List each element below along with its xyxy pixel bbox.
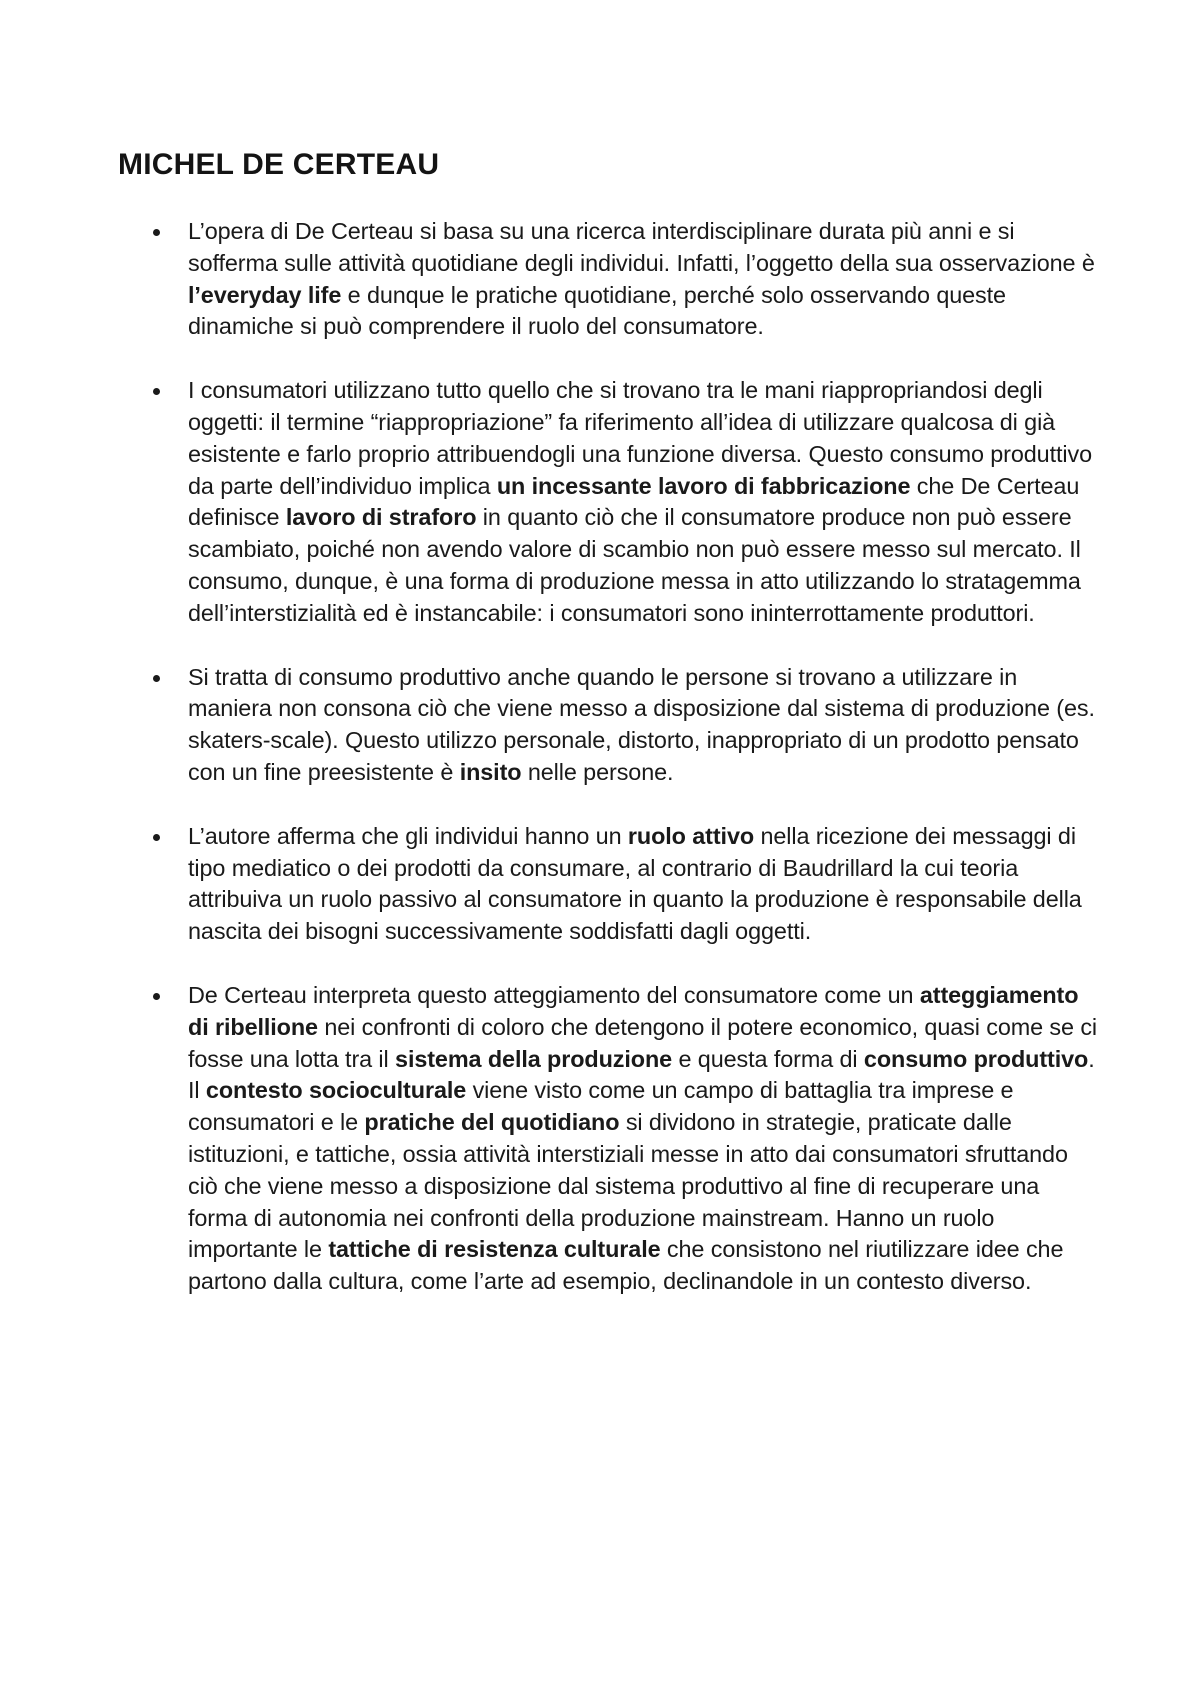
text-segment: nelle persone. [521, 758, 674, 785]
bold-term: atteggiamento di ribellione [188, 981, 1079, 1040]
bold-term: ruolo attivo [627, 822, 755, 849]
text-segment: in quanto ciò che il consumatore produce non può essere scambiato, poiché non avendo valore di scambio non può essere messo sul mercato. Il consumo, dunque, è una forma di produzione messa in atto utilizzando lo stratagemma dell’interstizialità ed è instancabile: i consumatori sono ininterrottamente produttori. [188, 504, 1081, 626]
text-segment: e dunque le pratiche quotidiane, perché solo osservando queste dinamiche si può comprendere il ruolo del consumatore. [188, 281, 1006, 340]
text-segment: si dividono in strategie, praticate dalle istituzioni, e tattiche, ossia attività interstiziali messe in atto dai consumatori sfruttando ciò che viene messo a disposizione dal sistema produttivo al fine di recuperare una forma di autonomia nei confronti della produzione mainstream. Hanno un ruolo importante le [188, 1109, 1068, 1263]
text-segment: viene visto come un campo di battaglia tra imprese e consumatori e le [188, 1077, 1014, 1136]
text-segment: che consistono nel riutilizzare idee che partono dalla cultura, come l’arte ad esempio, declinandole in un contesto diverso. [188, 1236, 1064, 1295]
bold-term: un incessante lavoro di fabbricazione [496, 472, 911, 499]
text-segment: De Certeau interpreta questo atteggiamento del consumatore come un [188, 981, 920, 1008]
bullet-item [118, 375, 1098, 629]
bold-term: insito [459, 758, 522, 785]
text-segment: nei confronti di coloro che detengono il potere economico, quasi come se ci fosse una lotta tra il [188, 1013, 1098, 1072]
text-segment: che De Certeau definisce [188, 472, 1080, 531]
text-segment: I consumatori utilizzano tutto quello che si trovano tra le mani riappropriandosi degli oggetti: il termine “riappropriazione” fa riferimento all’idea di utilizzare qualcosa di già esistente e farlo proprio attribuendogli una funzione diversa. Questo consumo produttivo da parte dell’individuo implica [188, 377, 1092, 499]
text-segment: e questa forma di [672, 1045, 864, 1072]
bullet-dot-icon [153, 388, 160, 395]
bullet-text [188, 664, 1095, 785]
bullet-text [188, 823, 1082, 944]
bold-term: pratiche del quotidiano [364, 1109, 620, 1136]
bullet-item [118, 980, 1098, 1298]
bullet-dot-icon [153, 834, 160, 841]
text-segment: L’autore afferma che gli individui hanno un [188, 822, 628, 849]
bullet-item [118, 662, 1098, 789]
text-segment: . Il [188, 1045, 1095, 1104]
bullet-text [188, 377, 1092, 626]
document-title: MICHEL DE CERTEAU [118, 148, 440, 181]
bullet-item [118, 216, 1098, 343]
bold-term: lavoro di straforo [285, 504, 477, 531]
bold-term: sistema della produzione [395, 1045, 673, 1072]
bullet-dot-icon [153, 993, 160, 1000]
bold-term: l’everyday life [188, 281, 342, 308]
bold-term: contesto socioculturale [205, 1077, 467, 1104]
bullet-item [118, 821, 1098, 948]
text-segment: Si tratta di consumo produttivo anche quando le persone si trovano a utilizzare in maniera non consona ciò che viene messo a disposizione dal sistema di produzione (es. skaters-scale). Questo utilizzo personale, distorto, inappropriato di un prodotto pensato con un fine preesistente è [188, 663, 1095, 785]
bullet-dot-icon [153, 675, 160, 682]
bullet-list [118, 216, 1098, 1330]
bullet-text [188, 982, 1097, 1294]
text-segment: nella ricezione dei messaggi di tipo mediatico o dei prodotti da consumare, al contrario di Baudrillard la cui teoria attribuiva un ruolo passivo al consumatore in quanto la produzione è responsabile della nascita dei bisogni successivamente soddisfatti dagli oggetti. [188, 822, 1082, 945]
bullet-text [188, 218, 1095, 339]
text-segment: L’opera di De Certeau si basa su una ricerca interdisciplinare durata più anni e si sofferma sulle attività quotidiane degli individui. Infatti, l’oggetto della sua osservazione è [188, 218, 1095, 276]
bold-term: tattiche di resistenza culturale [328, 1236, 661, 1263]
bold-term: consumo produttivo [863, 1045, 1089, 1072]
bullet-dot-icon [153, 229, 160, 236]
